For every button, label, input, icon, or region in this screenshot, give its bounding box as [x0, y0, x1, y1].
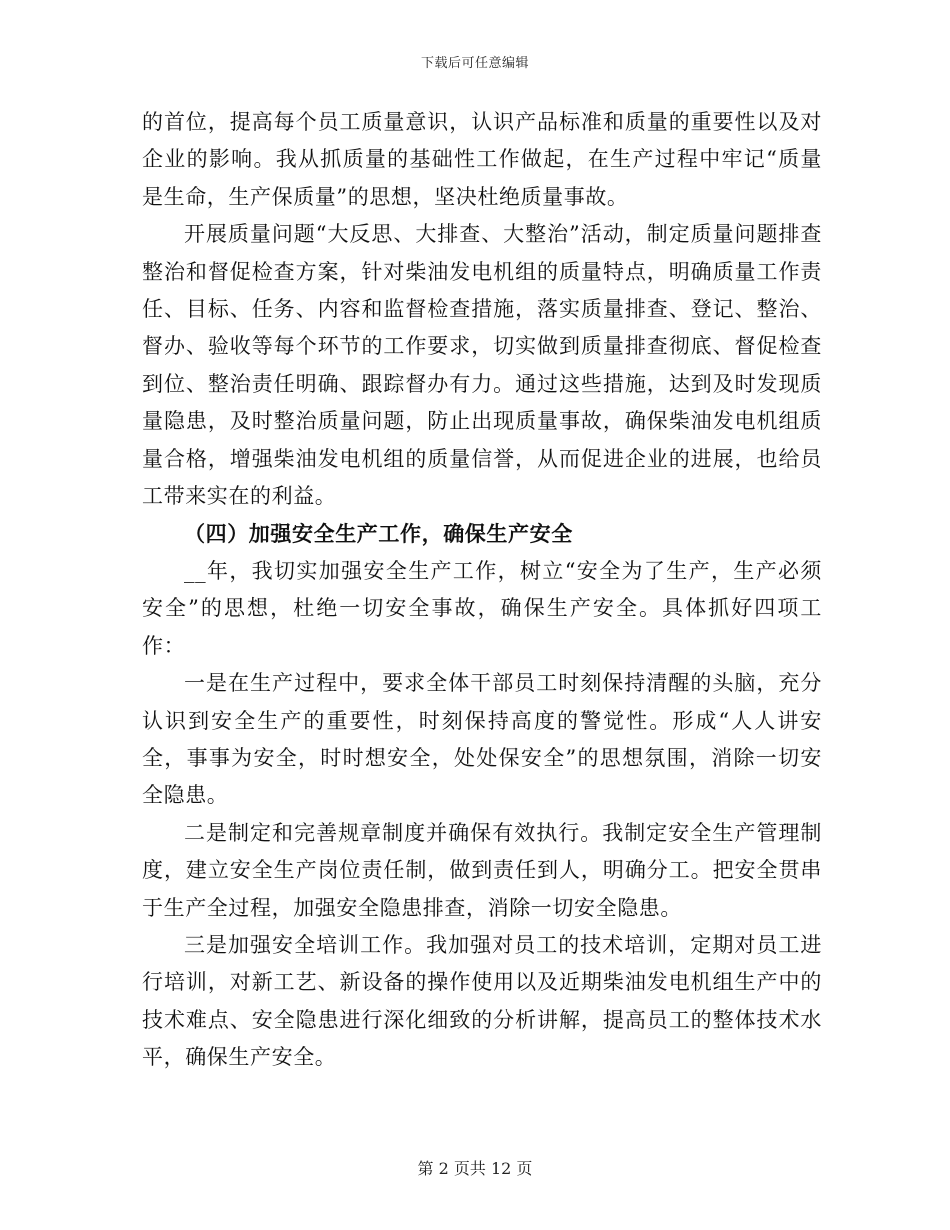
paragraph-safety-overview: __年，我切实加强安全生产工作，树立“安全为了生产，生产必须安全”的思想，杜绝一切安全事故，确保生产安全。具体抓好四项工作： — [142, 558, 822, 658]
page-header: 下载后可任意编辑 — [420, 56, 529, 71]
paragraph-quality-intro: 的首位，提高每个员工质量意识，认识产品标准和质量的重要性以及对企业的影响。我从抓质量的基础性工作做起，在生产过程中牢记“质量是生命，生产保质量”的思想，坚决杜绝质量事故。 — [142, 110, 822, 209]
paragraph-safety-item-2: 二是制定和完善规章制度并确保有效执行。我制定安全生产管理制度，建立安全生产岗位责任制，做到责任到人，明确分工。把安全贯串于生产全过程，加强安全隐患排查，消除一切安全隐患。 — [142, 820, 822, 920]
paragraph-safety-item-1: 一是在生产过程中，要求全体干部员工时刻保持清醒的头脑，充分认识到安全生产的重要性，时刻保持高度的警觉性。形成“人人讲安全，事事为安全，时时想安全，处处保安全”的思想氛围，消除一切安全隐患。 — [142, 671, 822, 808]
paragraph-quality-campaign: 开展质量问题“大反思、大排查、大整治”活动，制定质量问题排查整治和督促检查方案，针对柴油发电机组的质量特点，明确质量工作责任、目标、任务、内容和监督检查措施，落实质量排查、登记、整治、督办、验收等每个环节的工作要求，切实做到质量排查彻底、督促检查到位、整治责任明确、跟踪督办有力。通过这些措施，达到及时发现质量隐患，及时整治质量问题，防止出现质量事故，确保柴油发电机组质量合格，增强柴油发电机组的质量信誉，从而促进企业的进展，也给员工带来实在的利益。 — [142, 222, 822, 509]
document-body — [142, 104, 822, 1077]
paragraph-safety-item-3: 三是加强安全培训工作。我加强对员工的技术培训，定期对员工进行培训，对新工艺、新设备的操作使用以及近期柴油发电机组生产中的技术难点、安全隐患进行深化细致的分析讲解，提高员工的整体技术水平，确保生产安全。 — [142, 932, 822, 1070]
section-heading-safety: （四）加强安全生产工作，确保生产安全 — [184, 521, 573, 547]
page-number-footer: 第 2 页共 12 页 — [417, 1159, 533, 1178]
